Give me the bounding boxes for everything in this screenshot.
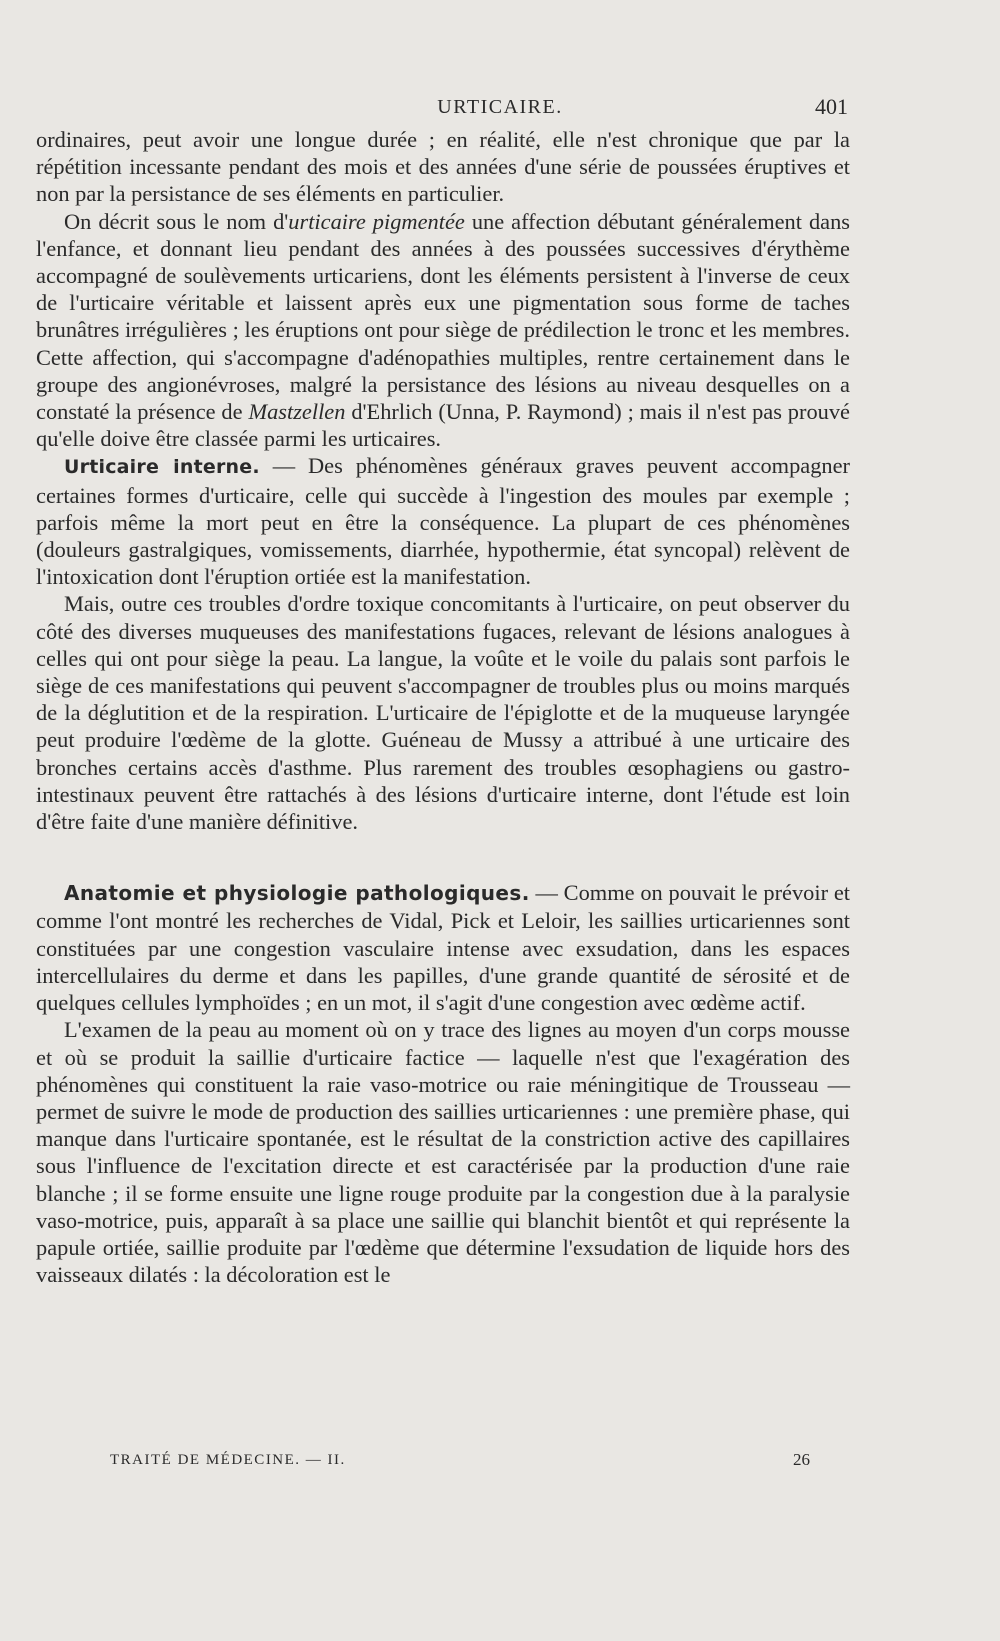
- paragraph-5: [36, 879, 850, 1016]
- p3-text: — Des phénomènes généraux graves peuvent accompagner certaines formes d'urticaire, celle qui succède à l'ingestion des moules par exemple ; parfois même la mort peut en être la conséquence. La plupart de ces phénomènes (douleurs gastralgiques, vomissements, diarrhée, hypothermie, état syncopal) relèvent de l'intoxication dont l'éruption ortiée est la manifestation.: [36, 453, 850, 590]
- p2-text-middle: une affection débutant généralement dans l'enfance, et donnant lieu pendant des années à des poussées successives d'érythème accompagné de soulèvements urticariens, dont les éléments persistent à l'inverse de ceux de l'urticaire véritable et laissent après eux une pigmentation sous forme de taches brunâtres irrégulières ; les éruptions ont pour siège de prédilection le tronc et les membres. Cette affection, qui s'accompagne d'adénopathies multiples, rentre certainement dans le groupe des angionévroses, malgré la persistance des lésions au niveau desquelles on a constaté la présence de: [36, 208, 850, 425]
- paragraph-4: Mais, outre ces troubles d'ordre toxique concomitants à l'urticaire, on peut observer du côté des diverses muqueuses des manifestations fugaces, relevant de lésions analogues à celles qui ont pour siège la peau. La langue, la voûte et le voile du palais sont parfois le siège de ces manifestations qui peuvent s'accompagner de troubles plus ou moins marqués de la déglutition et de la respiration. L'urticaire de l'épiglotte et de la muqueuse laryngée peut produire l'œdème de la glotte. Guéneau de Mussy a attribué à une urticaire des bronches certains accès d'asthme. Plus rarement des troubles œsophagiens ou gastro-intestinaux peuvent être rattachés à des lésions d'urticaire interne, dont l'étude est loin d'être faite d'une manière définitive.: [36, 591, 850, 835]
- section-heading-anatomie: Anatomie et physiologie pathologiques.: [64, 881, 530, 906]
- footer-book-title: TRAITÉ DE MÉDECINE. — II.: [110, 1452, 346, 1468]
- p2-text-after: d'Ehrlich (Unna, P. Raymond) ; mais il n'est pas prouvé qu'elle doive être classée parmi les urticaires.: [36, 399, 850, 452]
- page-footer: [110, 1452, 810, 1476]
- body-text: [36, 126, 850, 1288]
- running-title: URTICAIRE.: [437, 96, 563, 118]
- p2-term-mastzellen: Mastzellen: [248, 399, 346, 425]
- paragraph-3: [36, 452, 850, 590]
- p2-text-before: On décrit sous le nom d': [64, 208, 289, 234]
- footer-signature-number: 26: [793, 1450, 810, 1469]
- p5-text: — Comme on pouvait le prévoir et comme l'ont montré les recherches de Vidal, Pick et Leloir, les saillies urticariennes sont constituées par une congestion vasculaire intense avec exsudation, dans les espaces intercellulaires du derme et dans les papilles, d'une grande quantité de sérosité et de quelques cellules lymphoïdes ; en un mot, il s'agit d'une congestion avec œdème actif.: [36, 880, 850, 1016]
- running-head: [0, 96, 1000, 126]
- paragraph-2: [36, 208, 850, 453]
- paragraph-6: L'examen de la peau au moment où on y trace des lignes au moyen d'un corps mousse et où se produit la saillie d'urticaire factice — laquelle n'est que l'exagération des phénomènes qui constituent la raie vaso-motrice ou raie méningitique de Trousseau — permet de suivre le mode de production des saillies urticariennes : une première phase, qui manque dans l'urticaire spontanée, est le résultat de la constriction active des capillaires sous l'influence de l'excitation directe et est caractérisée par la production d'une raie blanche ; il se forme ensuite une ligne rouge produite par la congestion due à la paralysie vaso-motrice, puis, apparaît à sa place une saillie qui blanchit bientôt et qui représente la papule ortiée, saillie produite par l'œdème que détermine l'exsudation de liquide hors des vaisseaux dilatés : la décoloration est le: [36, 1017, 850, 1288]
- page-number: 401: [815, 94, 848, 119]
- subsection-heading-urticaire-interne: Urticaire interne.: [64, 456, 260, 479]
- section-spacer: [36, 835, 850, 879]
- paragraph-1: ordinaires, peut avoir une longue durée ; en réalité, elle n'est chronique que par la répétition incessante pendant des mois et des années d'une série de poussées éruptives et non par la persistance de ses éléments en particulier.: [36, 127, 850, 207]
- p2-term-urticaire-pigmentee: urticaire pigmentée: [288, 208, 465, 234]
